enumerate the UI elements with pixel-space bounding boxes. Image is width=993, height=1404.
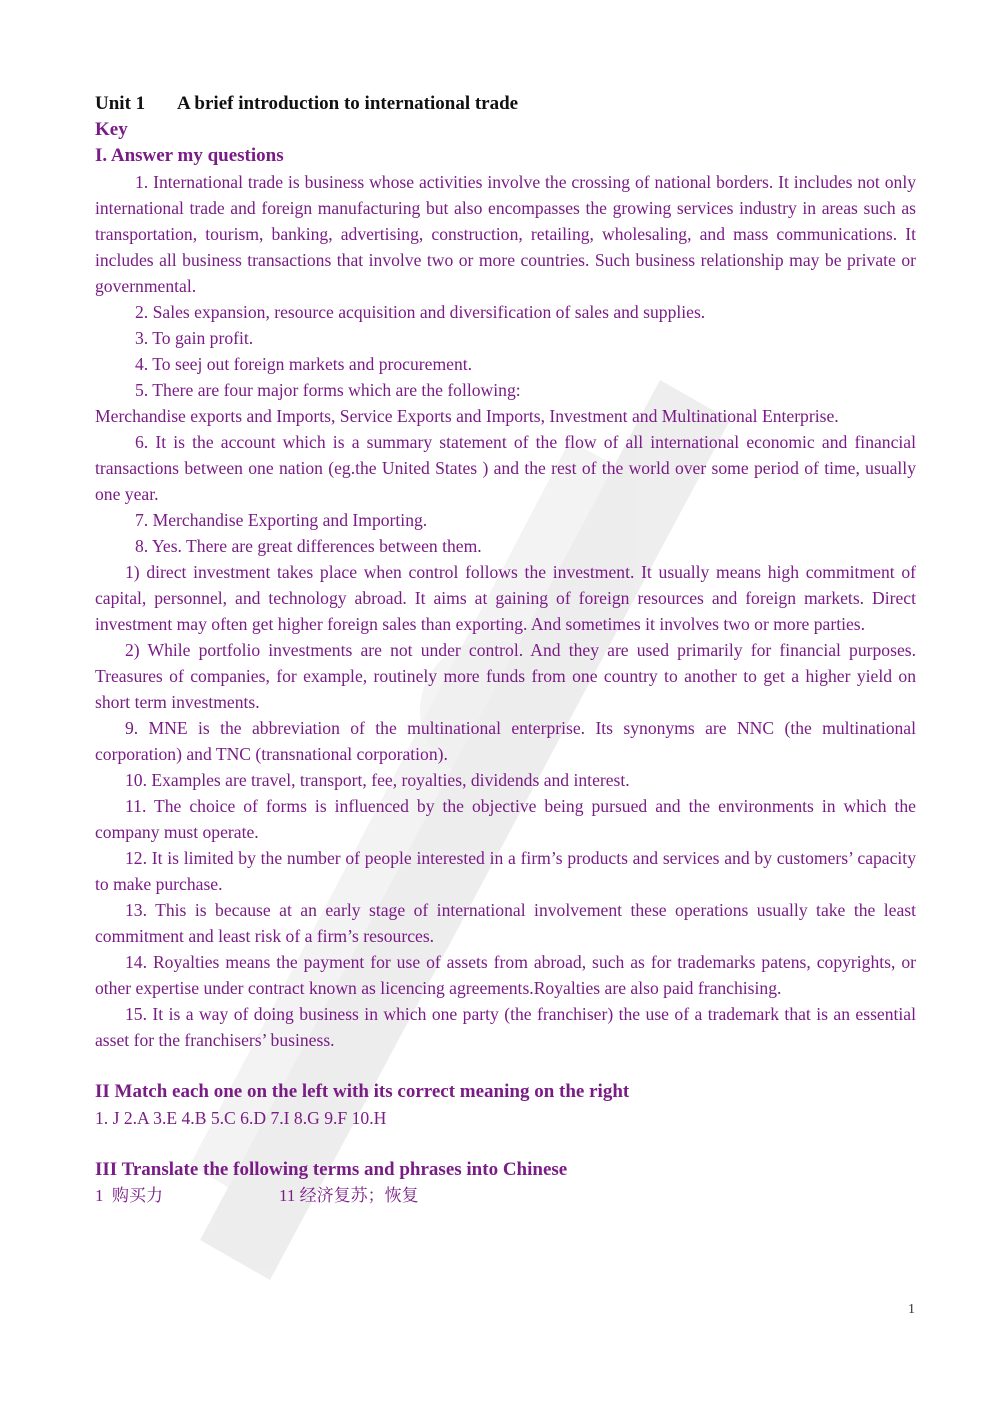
answer-6: 6. It is the account which is a summary statement of the flow of all international economic and financial transactions between one nation (eg.the United States ) and the rest of the world over some period of time, usually one year. — [95, 432, 916, 504]
section-spacer — [95, 1053, 916, 1079]
section-2-heading: II Match each one on the left with its correct meaning on the right — [95, 1081, 630, 1102]
answer-14: 14. Royalties means the payment for use of assets from abroad, such as for trademarks patens, copyrights, or other expertise under contract known as licencing agreements.Royalties are also paid franchising. — [95, 952, 916, 998]
document-page — [95, 91, 916, 1209]
answer-8-point-2: 2) While portfolio investments are not under control. And they are used primarily for financial purposes. Treasures of companies, for example, routinely more funds from one country to another to get a higher yield on short term investments. — [95, 640, 916, 712]
answer-11: 11. The choice of forms is influenced by the objective being pursued and the environments in which the company must operate. — [95, 796, 916, 842]
answer-15: 15. It is a way of doing business in which one party (the franchiser) the use of a trademark that is an essential asset for the franchisers’ business. — [95, 1004, 916, 1050]
section-3-heading: III Translate the following terms and phrases into Chinese — [95, 1159, 568, 1180]
answer-12: 12. It is limited by the number of people interested in a firm’s products and services and by customers’ capacity to make purchase. — [95, 848, 916, 894]
answer-3: 3. To gain profit. — [135, 328, 254, 348]
section-1-heading: I. Answer my questions — [95, 145, 284, 166]
answer-10: 10. Examples are travel, transport, fee, royalties, dividends and interest. — [125, 770, 630, 790]
unit-title — [95, 91, 916, 117]
section-spacer — [95, 1131, 916, 1157]
answer-8: 8. Yes. There are great differences between them. — [135, 536, 482, 556]
answer-4: 4. To seej out foreign markets and procurement. — [135, 354, 473, 374]
answer-5-detail: Merchandise exports and Imports, Service Exports and Imports, Investment and Multinational Enterprise. — [95, 406, 839, 426]
unit-title-text: A brief introduction to international trade — [177, 93, 519, 114]
section-2-answers: 1. J 2.A 3.E 4.B 5.C 6.D 7.I 8.G 9.F 10.H — [95, 1108, 387, 1128]
page-number: 1 — [908, 1302, 915, 1317]
answer-13: 13. This is because at an early stage of international involvement these operations usually take the least commitment and least risk of a firm’s resources. — [95, 900, 916, 946]
translation-item-11: 11 经济复苏；恢复 — [279, 1186, 419, 1205]
unit-number: Unit 1 — [95, 93, 146, 114]
answer-8-point-1: 1) direct investment takes place when control follows the investment. It usually means high commitment of capital, personnel, and technology abroad. It aims at gaining of foreign resources and foreign markets. Direct investment may often get higher foreign sales than exporting. And sometimes it involves two or more parties. — [95, 562, 916, 634]
answer-7: 7. Merchandise Exporting and Importing. — [135, 510, 428, 530]
answer-9: 9. MNE is the abbreviation of the multinational enterprise. Its synonyms are NNC (the multinational corporation) and TNC (transnational corporation). — [95, 718, 916, 764]
translation-row — [95, 1183, 916, 1209]
translation-item-1: 1 购买力 — [95, 1186, 163, 1205]
answer-5: 5. There are four major forms which are the following: — [135, 380, 521, 400]
answer-2: 2. Sales expansion, resource acquisition and diversification of sales and supplies. — [135, 302, 706, 322]
answer-1: 1. International trade is business whose activities involve the crossing of national borders. It includes not only international trade and foreign manufacturing but also encompasses the growing services industry in areas such as transportation, tourism, banking, advertising, construction, retailing, wholesaling, and mass communications. It includes all business transactions that involve two or more countries. Such business relationship may be private or governmental. — [95, 172, 916, 296]
key-heading: Key — [95, 119, 128, 140]
